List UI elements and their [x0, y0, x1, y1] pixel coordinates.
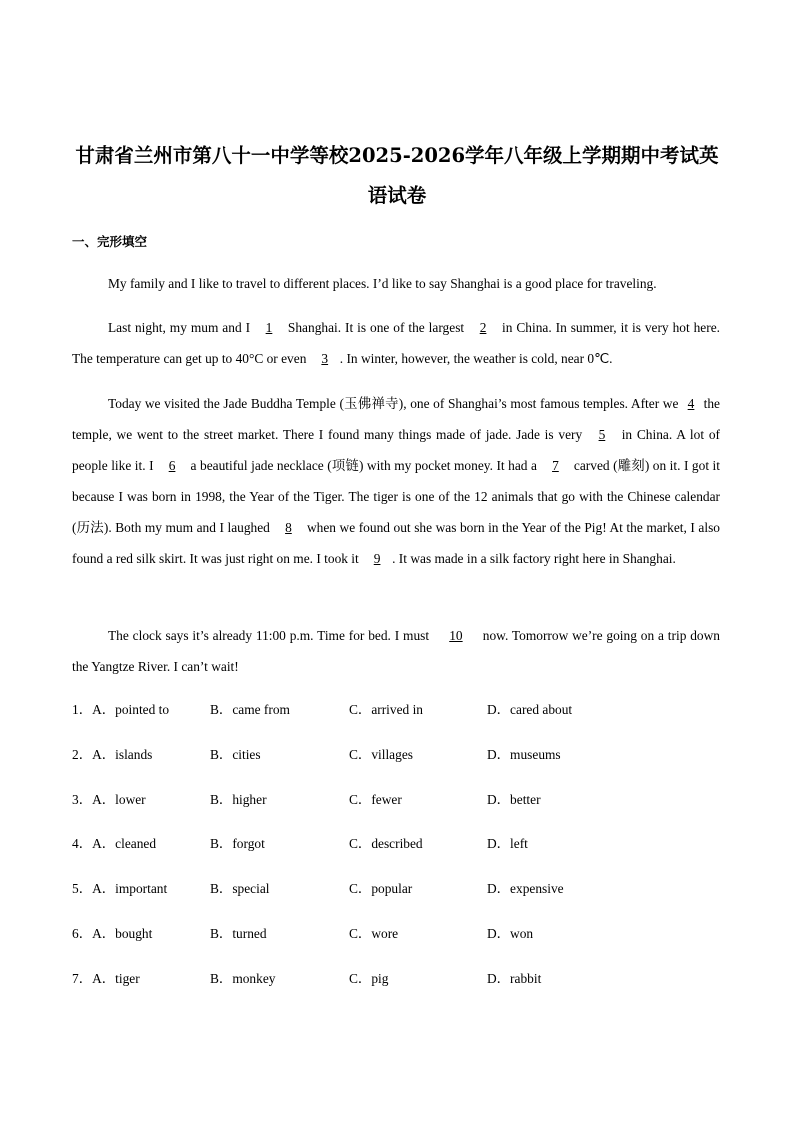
question-row	[72, 920, 732, 965]
question-row	[72, 786, 732, 831]
question-5-option-a[interactable]	[72, 875, 167, 903]
question-7-option-a[interactable]	[72, 965, 140, 993]
question-number: 2．	[72, 746, 93, 762]
question-3-option-b[interactable]: B．higher	[210, 791, 267, 807]
passage-text: Today we visited the Jade Buddha Temple (玉佛禅寺), one of Shanghai’s most famous temples. After we	[108, 396, 683, 411]
question-2-option-c[interactable]: C．villages	[349, 746, 413, 762]
passage-text: My family and I like to travel to different places. I’d like to say Shanghai is a good place for traveling.	[108, 276, 657, 291]
passage-paragraph-1	[72, 268, 720, 299]
passage-text: in China. In summer, it is very hot here. The temperature can get up to 40°C or even	[72, 320, 721, 366]
question-3-option-c[interactable]: C．fewer	[349, 791, 402, 807]
question-number: 1．	[72, 702, 93, 717]
passage-text: . In winter, however, the weather is cold, near 0℃.	[339, 351, 613, 366]
passage-paragraph-4	[72, 620, 720, 682]
question-2-option-d[interactable]: D．museums	[487, 746, 561, 762]
passage-text: carved (雕刻) on it. I got it because I was born in 1998, the Year of the Tiger. The tiger is one of the 12 animals that go with the Chinese calendar (历法). Both my mum and I laughed	[72, 458, 720, 535]
question-5-option-d[interactable]: D．expensive	[487, 881, 564, 897]
blank-10: 10	[449, 628, 463, 643]
passage-text: Shanghai. It is one of the largest	[283, 320, 469, 335]
question-3-option-a[interactable]	[72, 786, 146, 814]
blank-2: 2	[479, 320, 487, 335]
option-label: A．bought	[92, 925, 153, 941]
blank-8: 8	[285, 520, 292, 535]
question-4-option-d[interactable]: D．left	[487, 836, 528, 852]
option-label: A．tiger	[92, 970, 140, 986]
question-4-option-b[interactable]: B．forgot	[210, 836, 265, 852]
passage-paragraph-2	[72, 312, 720, 374]
question-4-option-a[interactable]	[72, 830, 156, 858]
blank-6: 6	[168, 458, 176, 473]
question-6-option-a[interactable]	[72, 920, 152, 948]
passage-text: Last night, my mum and I	[108, 320, 254, 335]
question-2-option-a[interactable]	[72, 741, 152, 769]
question-6-option-d[interactable]: D．won	[487, 925, 534, 941]
question-row	[72, 830, 732, 875]
question-5-option-c[interactable]: C．popular	[349, 881, 413, 897]
question-6-option-b[interactable]: B．turned	[210, 925, 267, 941]
option-label: A．cleaned	[92, 836, 157, 852]
question-row	[72, 875, 732, 920]
question-list	[72, 696, 732, 1010]
question-number: 6．	[72, 925, 93, 941]
question-5-option-b[interactable]: B．special	[210, 881, 270, 897]
question-1-option-d[interactable]: D．cared about	[487, 702, 573, 717]
question-number: 7．	[72, 970, 93, 986]
question-number: 4．	[72, 836, 93, 852]
question-row	[72, 696, 732, 741]
passage-text: in China. A lot of people like it. I	[72, 427, 720, 473]
passage-text: . It was made in a silk factory right here in Shanghai.	[392, 551, 676, 566]
section-heading: 一、完形填空	[72, 234, 148, 249]
question-row	[72, 965, 732, 1010]
option-label: A．pointed to	[92, 702, 170, 717]
option-label: A．important	[92, 881, 168, 897]
question-1-option-c[interactable]: C．arrived in	[349, 702, 424, 717]
question-number: 3．	[72, 791, 93, 807]
question-3-option-d[interactable]: D．better	[487, 791, 541, 807]
question-7-option-b[interactable]: B．monkey	[210, 970, 276, 986]
question-number: 5．	[72, 881, 93, 897]
question-1-option-b[interactable]: B．came from	[210, 702, 290, 717]
passage-paragraph-3	[72, 388, 720, 574]
question-4-option-c[interactable]: C．described	[349, 836, 423, 852]
blank-4: 4	[687, 396, 695, 411]
question-row	[72, 741, 732, 786]
passage-text: the temple, we went to the street market. There I found many things made of jade. Jade is very	[72, 396, 720, 442]
passage-text: when we found out she was born in the Year of the Pig! At the market, I also found a red silk skirt. It was just right on me. I took it	[72, 520, 720, 566]
question-7-option-d[interactable]: D．rabbit	[487, 970, 542, 986]
passage-text: The clock says it’s already 11:00 p.m. Time for bed. I must	[108, 628, 433, 643]
blank-1: 1	[265, 320, 273, 335]
passage-text: now. Tomorrow we’re going on a trip down the Yangtze River. I can’t wait!	[72, 628, 720, 674]
option-label: A．lower	[92, 791, 146, 807]
option-label: A．islands	[92, 746, 153, 762]
blank-9: 9	[373, 551, 381, 566]
question-2-option-b[interactable]: B．cities	[210, 746, 261, 762]
question-6-option-c[interactable]: C．wore	[349, 925, 399, 941]
blank-5: 5	[598, 427, 606, 442]
question-7-option-c[interactable]: C．pig	[349, 970, 389, 986]
exam-title-line-1: 甘肃省兰州市第八十一中学等校2025-2026学年八年级上学期期中考试英	[75, 144, 719, 167]
exam-title-line-2: 语试卷	[367, 184, 427, 207]
question-1-option-a[interactable]	[72, 696, 169, 724]
passage-text: a beautiful jade necklace (项链) with my pocket money. It had a	[187, 458, 541, 473]
blank-7: 7	[552, 458, 559, 473]
blank-3: 3	[321, 351, 329, 366]
